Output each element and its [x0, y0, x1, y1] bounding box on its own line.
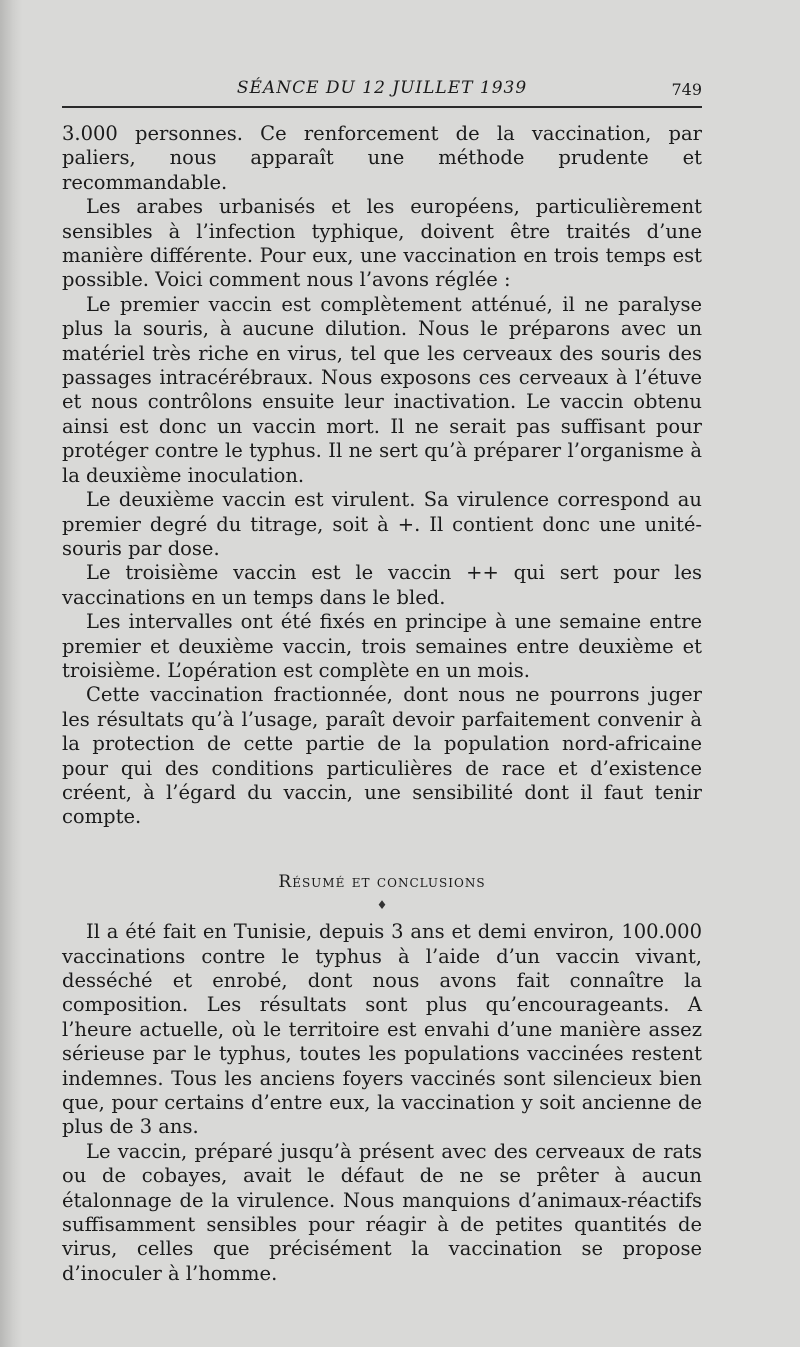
conclusion-paragraph: Le vaccin, préparé jusqu’à présent avec des cerveaux de rats ou de cobayes, avait le défaut de ne se prêter à aucun étalonnage de la virulence. Nous manquions d’animaux-réactifs suffisamment sensibles pour réagir à de petites quantités de virus, celles que précisément la vaccination se propose d’inoculer à l’homme.: [62, 1139, 702, 1285]
paragraph: Les intervalles ont été fixés en principe à une semaine entre premier et deuxième vaccin, trois semaines entre deuxième et troisième. L’opération est complète en un mois.: [62, 610, 702, 682]
paragraph: Le premier vaccin est complètement atténué, il ne paralyse plus la souris, à aucune dilution. Nous le préparons avec un matériel très riche en virus, tel que les cerveaux des souris des passages intracérébraux. Nous exposons ces cerveaux à l’étuve et nous contrôlons ensuite leur inactivation. Le vaccin obtenu ainsi est donc un vaccin mort. Il ne serait pas suffisant pour protéger contre le typhus. Il ne sert qu’à préparer l’organisme à la deuxième inoculation.: [62, 292, 702, 487]
section-title: Résumé et conclusions: [278, 871, 486, 892]
paragraph: Cette vaccination fractionnée, dont nous ne pourrons juger les résultats qu’à l’usage, paraît devoir parfaitement convenir à la protection de cette partie de la population nord-africaine pour qui des conditions particulières de race et d’existence créent, à l’égard du vaccin, une sensibilité dont il faut tenir compte.: [62, 683, 702, 829]
ornament-icon: ♦: [376, 898, 388, 913]
paragraph: Le troisième vaccin est le vaccin ++ qui sert pour les vaccinations en un temps dans le bled.: [62, 561, 702, 609]
page-edge-shadow: [0, 0, 22, 1347]
page-number: 749: [671, 80, 702, 99]
paragraph: Les arabes urbanisés et les européens, particulièrement sensibles à l’infection typhique, doivent être traités d’une manière différente. Pour eux, une vaccination en trois temps est possible. Voici comment nous l’avons réglée :: [62, 195, 702, 292]
paragraph: 3.000 personnes. Ce renforcement de la vaccination, par paliers, nous apparaît une méthode prudente et recommandable.: [62, 122, 702, 194]
conclusion-paragraph: Il a été fait en Tunisie, depuis 3 ans et demi environ, 100.000 vaccinations contre le typhus à l’aide d’un vaccin vivant, desséché et enrobé, dont nous avons fait connaître la composition. Les résultats sont plus qu’encourageants. A l’heure actuelle, où le territoire est envahi d’une manière assez sérieuse par le typhus, toutes les populations vaccinées restent indemnes. Tous les anciens foyers vaccinés sont silencieux bien que, pour certains d’entre eux, la vaccination y soit ancienne de plus de 3 ans.: [62, 920, 702, 1139]
running-title: SÉANCE DU 12 JUILLET 1939: [236, 78, 528, 98]
paragraph: Le deuxième vaccin est virulent. Sa virulence correspond au premier degré du titrage, soit à +. Il contient donc une unité-souris par dose.: [62, 488, 702, 560]
page-body: [62, 122, 702, 1286]
header-rule: [62, 106, 702, 108]
page-header: [62, 74, 702, 104]
